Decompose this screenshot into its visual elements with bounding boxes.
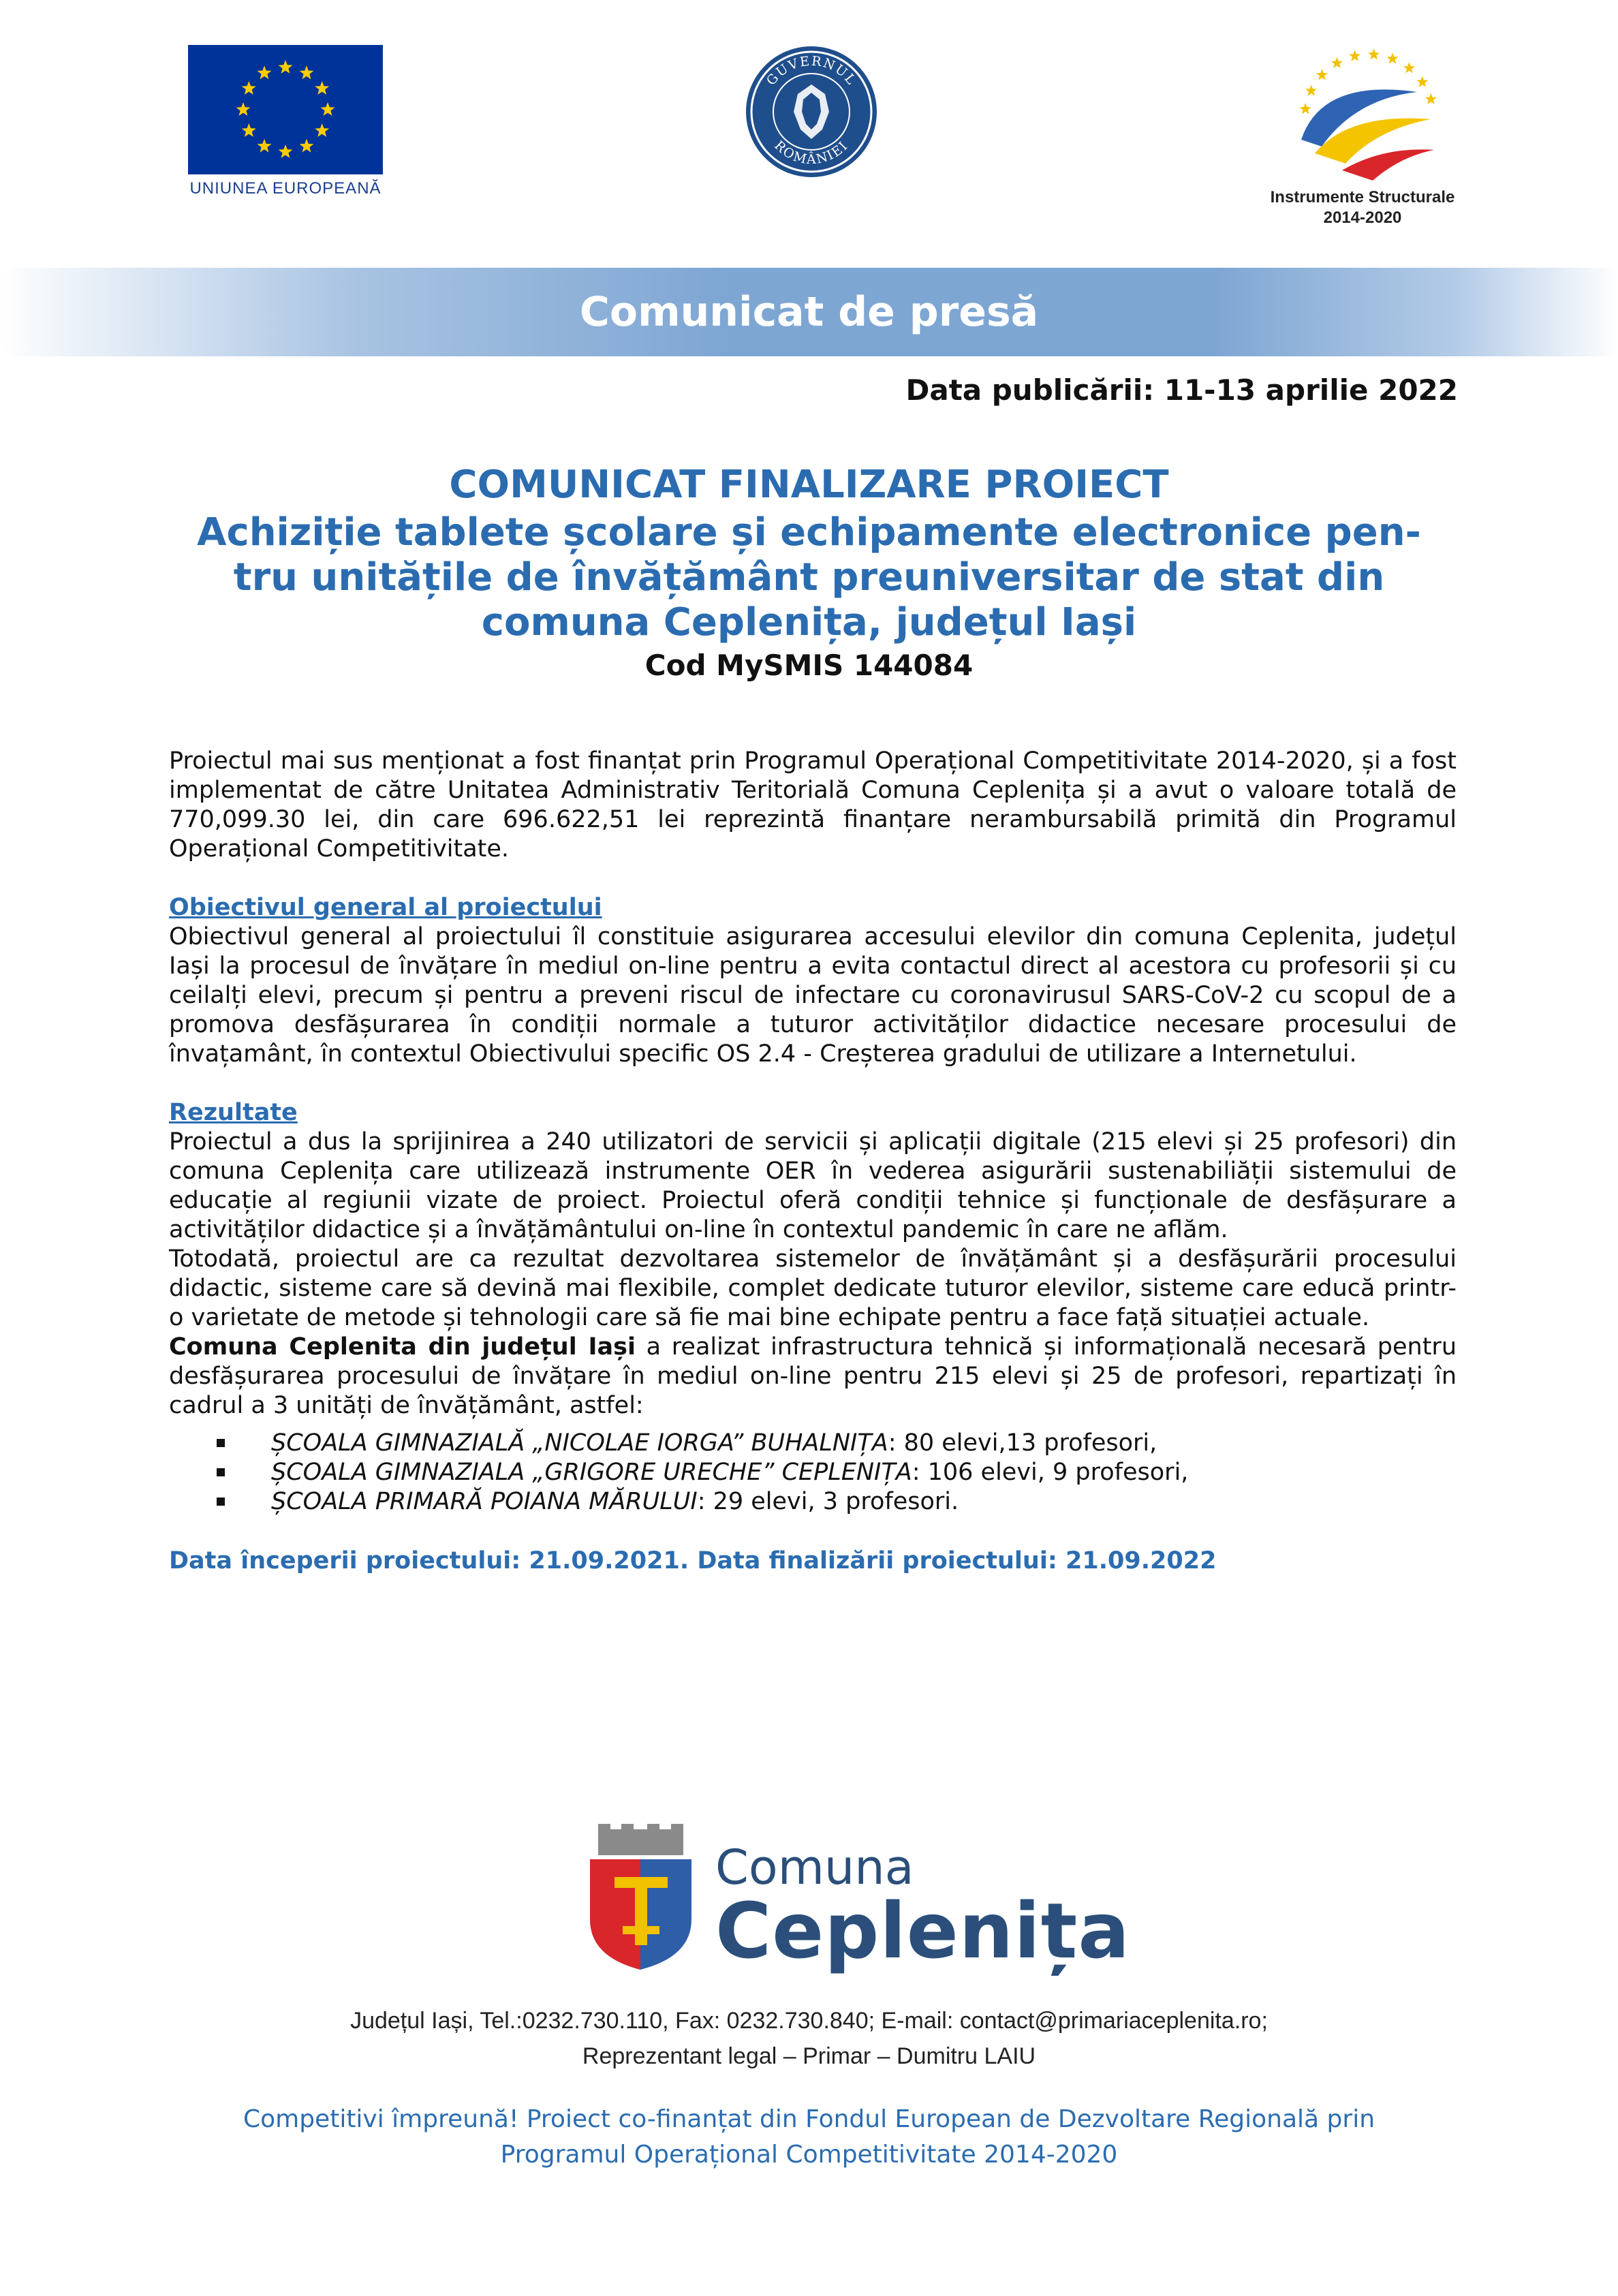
- commune-crest-icon: [585, 1824, 697, 1971]
- footer-slogan-line-2: Programul Operațional Competitivitate 2014-2020: [500, 2141, 1118, 2169]
- is-star-icon: [1316, 69, 1328, 80]
- objective-title: Obiectivul general al proiectului: [169, 894, 602, 921]
- is-star-icon: [1386, 52, 1398, 63]
- school-detail: : 106 elevi, 9 profesori,: [912, 1459, 1189, 1486]
- objective-paragraph: Obiectivul general al proiectului îl constituie asigurarea accesului elevilor din comuna Ceplenita, județul Iași la procesul de învățare în mediul on-line pentru a evita contactul direct al acestora cu profesorii și cu ceilalți elevi, precum și pentru a preveni riscul de infectare cu coronavirusul SARS-CoV-2 cu scopul de a promova desfășurarea în condiții normale a tuturor activităților didactice necesare procesului de învațamânt, în contextul Obiectivului specific OS 2.4 - Creșterea gradului de utilizare a Internetului.: [169, 923, 1457, 1068]
- footer-contact: [0, 2003, 1618, 2074]
- bullet-square-icon: [217, 1439, 225, 1447]
- is-star-icon: [1331, 57, 1343, 68]
- commune-logo-word-2: Ceplenița: [715, 1887, 1130, 1976]
- school-detail: : 29 elevi, 3 profesori.: [697, 1488, 959, 1515]
- is-star-icon: [1305, 84, 1317, 95]
- heading-line-3: tru unitățile de învățământ preuniversitar de stat din: [233, 555, 1385, 600]
- footer-slogan: [0, 2102, 1618, 2173]
- bullet-square-icon: [217, 1468, 225, 1476]
- results-paragraph-3: [169, 1333, 1457, 1421]
- is-star-icon: [1349, 50, 1360, 61]
- project-dates: Data începerii proiectului: 21.09.2021. Data finalizării proiectului: 21.09.2022: [169, 1547, 1217, 1574]
- eu-flag-icon: [188, 45, 383, 174]
- is-label-line1: Instrumente Structurale: [1270, 188, 1455, 206]
- is-star-icon: [1425, 93, 1437, 104]
- press-release-body: [169, 747, 1457, 1576]
- list-item: [217, 1458, 1457, 1487]
- footer-contact-line: Județul Iași, Tel.:0232.730.110, Fax: 0232.730.840; E-mail: contact@primariaceplenita.ro;: [350, 2008, 1268, 2034]
- heading-line-4: comuna Ceplenița, județul Iași: [481, 600, 1137, 645]
- is-star-icon: [1300, 103, 1311, 114]
- results-title: Rezultate: [169, 1099, 298, 1126]
- intro-paragraph: Proiectul mai sus menționat a fost finanțat prin Programul Operațional Competitivitate 2014-2020, și a fost implementat de către Unitatea Administrativ Teritorială Comuna Ceplenița și a avut o valoare totală de 770,099.30 lei, din care 696.622,51 lei reprezintă finanțare nerambursabilă primită din Programul Operațional Competitivitate.: [169, 747, 1457, 863]
- footer-representative: Reprezentant legal – Primar – Dumitru LAIU: [582, 2043, 1036, 2069]
- is-label-line2: 2014-2020: [1323, 208, 1402, 227]
- school-name: ȘCOALA GIMNAZIALA „GRIGORE URECHE” CEPLENIȚA: [271, 1459, 912, 1486]
- results-paragraph-1: Proiectul a dus la sprijinirea a 240 utilizatori de servicii și aplicații digitale (215 elevi și 25 profesori) din comuna Ceplenița care utilizează instrumente OER în vederea asigurării sustenabiliății sistemului de educație al regiunii vizate de proiect. Proiectul oferă condiții tehnice și funcționale de desfășurare a activităților didactice și a învățământului on-line în contextul pandemic în care ne aflăm.: [169, 1128, 1457, 1243]
- is-star-icon: [1416, 76, 1428, 87]
- list-item: [217, 1429, 1457, 1458]
- press-banner-title: Comunicat de presă: [579, 288, 1039, 336]
- gov-seal-bottom-text: ROMÂNIEI: [771, 138, 852, 168]
- commune-logo-word-1: Comuna: [715, 1840, 914, 1895]
- results-paragraph-3-rest: a realizat infrastructura tehnică și informațională necesară pentru desfășurarea procesului de învățare în mediul on-line pentru 215 elevi și 25 de profesori, repartizați în cadrul a 3 unități de învățământ, astfel:: [169, 1333, 1457, 1419]
- schools-list: [169, 1429, 1457, 1517]
- structural-instruments-logo-icon: [1281, 37, 1444, 184]
- structural-instruments-label: [1247, 187, 1478, 228]
- gov-seal-top-text: GUVERNUL: [763, 53, 860, 89]
- heading-line-1: COMUNICAT FINALIZARE PROIECT: [449, 463, 1169, 507]
- mysmis-code: Cod MySMIS 144084: [644, 649, 974, 682]
- publication-date: Data publicării: 11-13 aprilie 2022: [905, 373, 1458, 407]
- footer-slogan-line-1: Competitivi împreună! Proiect co-finanțat din Fondul European de Dezvoltare Regională prin: [243, 2105, 1375, 2133]
- school-name: ȘCOALA PRIMARĂ POIANA MĂRULUI: [271, 1488, 698, 1515]
- is-star-icon: [1368, 48, 1380, 59]
- heading-line-2: Achiziție tablete școlare și echipamente electronice pen-: [197, 510, 1421, 555]
- project-heading: [0, 460, 1618, 686]
- school-name: ȘCOALA GIMNAZIALĂ „NICOLAE IORGA” BUHALNIȚA: [271, 1429, 888, 1457]
- results-paragraph-2: Totodată, proiectul are ca rezultat dezvoltarea sistemelor de învățământ și a desfășurării procesului didactic, sisteme care să devină mai flexibile, complet dedicate tuturor elevilor, sisteme care educă printr-o varietate de metode și tehnologii care să fie mai bine echipate pentru a face față situației actuale.: [169, 1245, 1457, 1331]
- is-star-icon: [1403, 62, 1415, 73]
- government-seal-icon: [745, 45, 878, 179]
- eu-label: UNIUNEA EUROPEANĂ: [189, 179, 382, 198]
- bullet-square-icon: [217, 1498, 225, 1506]
- list-item: [217, 1487, 1457, 1517]
- school-detail: : 80 elevi,13 profesori,: [888, 1429, 1157, 1457]
- commune-bold-name: Comuna Ceplenita din județul Iași: [169, 1333, 636, 1361]
